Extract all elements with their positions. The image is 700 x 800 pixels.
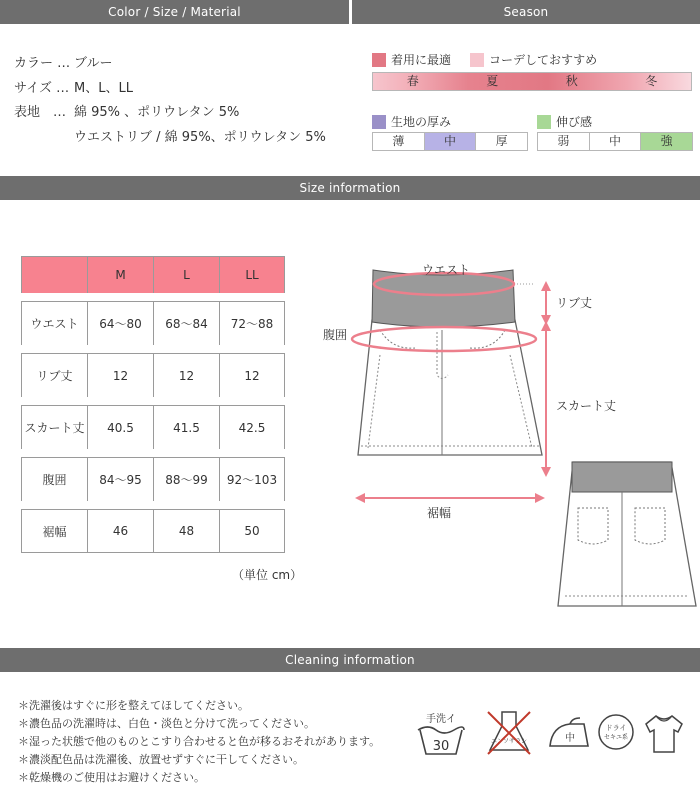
stretch-weak: 弱: [538, 133, 590, 150]
table-cell: 72〜88: [219, 301, 285, 345]
table-row: [21, 405, 285, 449]
cleaning-header: Cleaning information: [0, 648, 700, 672]
care-notes: [18, 697, 380, 787]
size-col-l: L: [153, 256, 219, 293]
size-col-ll: LL: [219, 256, 285, 293]
table-cell: 12: [87, 353, 153, 397]
color-value: ブルー: [74, 56, 113, 71]
thickness-medium: 中: [425, 133, 477, 150]
stretch-strong: 強: [641, 133, 692, 150]
no-bleach-icon: [484, 708, 534, 758]
size-table: [21, 256, 285, 553]
table-row: [21, 457, 285, 501]
legend-recommend-label: コーデしておすすめ: [489, 53, 598, 67]
iron-label: 中: [565, 733, 575, 744]
season-winter: 冬: [645, 74, 658, 88]
season-spring: 春: [406, 74, 419, 88]
table-cell: 42.5: [219, 405, 285, 449]
fabric-value: 綿 95% 、ポリウレタン 5%: [74, 105, 240, 120]
table-row: [21, 301, 285, 345]
table-cell: 48: [153, 509, 219, 553]
table-cell: 50: [219, 509, 285, 553]
season-summer: 夏: [486, 74, 499, 88]
label-rib: リブ丈: [556, 296, 593, 310]
skirt-diagram: [320, 250, 700, 610]
dry-clean-sub: セキユ系: [603, 734, 629, 741]
label-waist: ウエスト: [422, 263, 471, 277]
legend-recommend-swatch: [470, 53, 484, 67]
care-note: ＊濃淡配色品は洗濯後、放置せずすぐに干してください。: [18, 753, 304, 766]
row-label-hem: 裾幅: [21, 509, 87, 553]
season-header: Season: [352, 0, 700, 24]
material-header: Color / Size / Material: [0, 0, 349, 24]
table-cell: 46: [87, 509, 153, 553]
thickness-scale: [372, 132, 528, 151]
size-label: サイズ …: [14, 80, 70, 96]
size-table-header: [21, 256, 285, 293]
table-cell: 40.5: [87, 405, 153, 449]
care-note: ＊洗濯後はすぐに形を整えてほしてください。: [18, 699, 249, 712]
label-skirt: スカート丈: [556, 399, 617, 413]
table-cell: 92〜103: [219, 457, 285, 501]
thickness-thin: 薄: [373, 133, 425, 150]
thickness-swatch: [372, 115, 386, 129]
legend-best: [372, 51, 451, 68]
hand-wash-icon: [414, 708, 468, 758]
hand-wash-temp: 30: [432, 739, 450, 754]
size-value: M、L、LL: [74, 80, 133, 96]
table-cell: 64〜80: [87, 301, 153, 345]
season-autumn: 秋: [565, 74, 578, 88]
label-hem: 裾幅: [427, 506, 452, 520]
row-label-waist: ウエスト: [21, 301, 87, 345]
thickness-label: 生地の厚み: [391, 115, 452, 129]
flat-dry-shirt-icon: [642, 710, 686, 758]
stretch-label: 伸び感: [556, 115, 593, 129]
stretch-legend: [537, 113, 592, 130]
table-cell: 88〜99: [153, 457, 219, 501]
skirt-back: [558, 462, 696, 606]
table-cell: 84〜95: [87, 457, 153, 501]
size-table-corner: [21, 256, 87, 293]
unit-note: （単位 cm）: [232, 568, 303, 582]
stretch-medium: 中: [590, 133, 642, 150]
thickness-legend: [372, 113, 451, 130]
thickness-thick: 厚: [495, 134, 508, 148]
stretch-swatch: [537, 115, 551, 129]
row-label-skirt: スカート丈: [21, 405, 87, 449]
rib-value: ウエストリブ / 綿 95%、ポリウレタン 5%: [74, 129, 326, 145]
table-cell: 41.5: [153, 405, 219, 449]
fabric-label: 表地 …: [14, 105, 67, 120]
row-label-belly: 腹囲: [21, 457, 87, 501]
legend-best-swatch: [372, 53, 386, 67]
stretch-scale: [537, 132, 693, 151]
table-row: [21, 353, 285, 397]
table-cell: 12: [153, 353, 219, 397]
care-note: ＊濃色品の洗濯時は、白色・淡色と分けて洗ってください。: [18, 717, 315, 730]
dry-clean-label: ドライ: [605, 724, 627, 732]
care-note: ＊湿った状態で他のものとこすり合わせると色が移るおそれがあります。: [18, 735, 381, 748]
no-bleach-label: エンソサラシ: [490, 738, 528, 745]
care-note: ＊乾燥機のご使用はお避けください。: [18, 771, 205, 784]
hand-wash-label: 手洗イ: [426, 714, 456, 725]
size-col-m: M: [87, 256, 153, 293]
table-row: [21, 509, 285, 553]
skirt-front: [358, 270, 542, 455]
legend-best-label: 着用に最適: [391, 53, 452, 67]
season-bar: [372, 72, 692, 91]
dry-clean-icon: [596, 712, 636, 752]
color-label: カラー …: [14, 56, 71, 71]
iron-icon: [544, 712, 592, 754]
table-cell: 12: [219, 353, 285, 397]
label-belly: 腹囲: [323, 328, 348, 342]
table-cell: 68〜84: [153, 301, 219, 345]
size-info-header: Size information: [0, 176, 700, 200]
legend-recommend: [470, 51, 597, 68]
material-info: [14, 52, 326, 150]
row-label-rib: リブ丈: [21, 353, 87, 397]
